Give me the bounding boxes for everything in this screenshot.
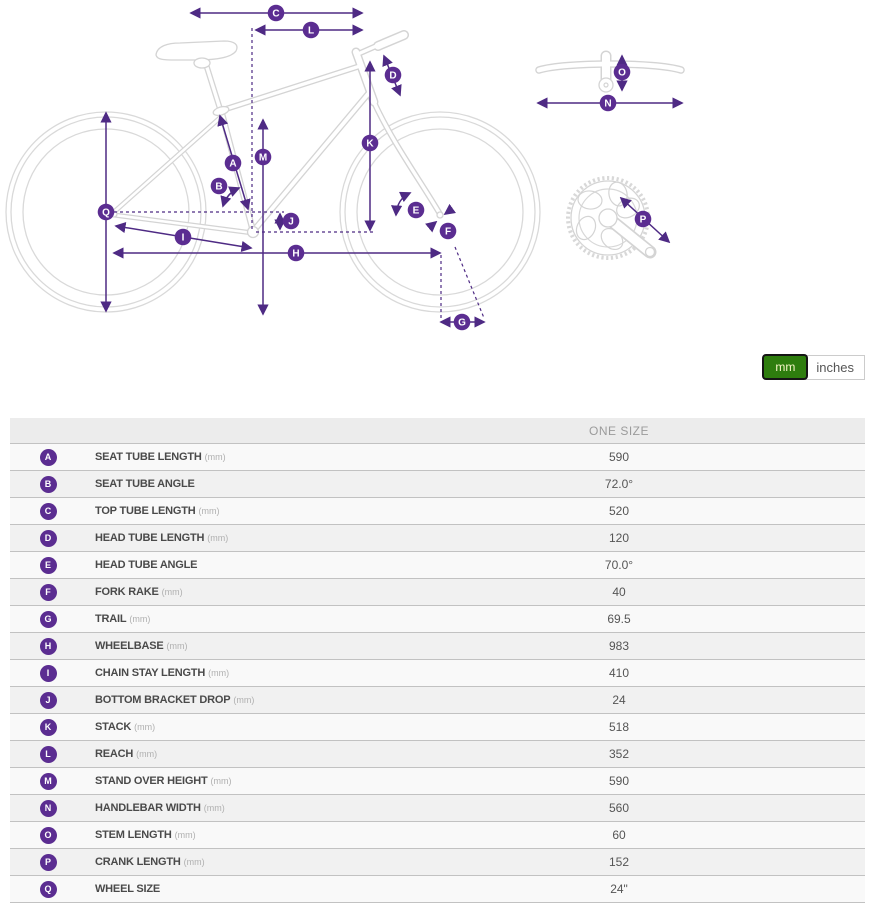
bike-geometry-diagram xyxy=(0,0,875,345)
diagram-badge-g xyxy=(454,314,471,331)
svg-text:J: J xyxy=(288,216,294,228)
row-letter-badge: J xyxy=(40,692,57,709)
diagram-badge-a xyxy=(225,155,242,172)
row-letter-badge: O xyxy=(40,827,57,844)
row-letter-badge: F xyxy=(40,584,57,601)
bike-frame-fill xyxy=(114,35,440,233)
row-label: CRANK LENGTH (mm) xyxy=(95,856,205,868)
row-letter-badge: C xyxy=(40,503,57,520)
row-label: STEM LENGTH (mm) xyxy=(95,829,196,841)
table-row xyxy=(10,794,865,821)
row-value: 560 xyxy=(608,801,630,815)
row-letter-badge: B xyxy=(40,476,57,493)
svg-text:C: C xyxy=(272,8,280,20)
geometry-table xyxy=(10,418,865,903)
row-letter-badge: E xyxy=(40,557,57,574)
row-letter-badge: H xyxy=(40,638,57,655)
svg-text:I: I xyxy=(181,232,185,244)
diagram-badge-i xyxy=(175,229,192,246)
row-label: BOTTOM BRACKET DROP (mm) xyxy=(95,694,255,706)
diagram-badge-o xyxy=(614,64,631,81)
row-label: TOP TUBE LENGTH (mm) xyxy=(95,505,220,517)
table-row xyxy=(10,659,865,686)
diagram-badge-q xyxy=(98,204,115,221)
diagram-badge-m xyxy=(255,149,272,166)
row-value: 152 xyxy=(608,855,630,869)
row-letter-badge: M xyxy=(40,773,57,790)
table-row xyxy=(10,578,865,605)
row-letter-badge: A xyxy=(40,449,57,466)
table-row xyxy=(10,470,865,497)
row-value: 410 xyxy=(608,666,630,680)
row-letter-badge: G xyxy=(40,611,57,628)
row-label: FORK RAKE (mm) xyxy=(95,586,183,598)
row-value: 520 xyxy=(608,504,630,518)
row-value: 590 xyxy=(608,450,630,464)
svg-text:Q: Q xyxy=(102,207,110,219)
row-letter-badge: P xyxy=(40,854,57,871)
svg-text:D: D xyxy=(389,70,397,82)
size-column-header: ONE SIZE xyxy=(588,423,649,438)
table-header-row xyxy=(10,418,865,443)
row-value: 60 xyxy=(612,828,626,842)
row-letter-badge: L xyxy=(40,746,57,763)
row-letter-badge: Q xyxy=(40,881,57,898)
row-label: HEAD TUBE LENGTH (mm) xyxy=(95,532,229,544)
unit-toggle xyxy=(762,354,865,380)
svg-text:A: A xyxy=(229,158,237,170)
table-row xyxy=(10,767,865,794)
table-row xyxy=(10,713,865,740)
unit-toggle-mm-button[interactable]: mm xyxy=(762,354,808,380)
row-label: SEAT TUBE LENGTH (mm) xyxy=(95,451,226,463)
svg-text:M: M xyxy=(258,152,268,164)
row-value: 69.5 xyxy=(607,612,631,626)
svg-text:F: F xyxy=(444,226,452,238)
diagram-badge-f xyxy=(440,223,457,240)
table-row xyxy=(10,524,865,551)
diagram-badge-e xyxy=(408,202,425,219)
svg-text:E: E xyxy=(412,205,420,217)
row-value: 120 xyxy=(608,531,630,545)
svg-text:B: B xyxy=(215,181,223,193)
table-row xyxy=(10,551,865,578)
row-label: WHEELBASE (mm) xyxy=(95,640,188,652)
row-value: 352 xyxy=(608,747,630,761)
row-label: SEAT TUBE ANGLE xyxy=(95,478,195,490)
table-row xyxy=(10,821,865,848)
svg-text:N: N xyxy=(604,98,612,110)
diagram-badge-n xyxy=(600,95,617,112)
row-value: 70.0° xyxy=(604,558,634,572)
row-value: 590 xyxy=(608,774,630,788)
row-label: CHAIN STAY LENGTH (mm) xyxy=(95,667,230,679)
row-value: 983 xyxy=(608,639,630,653)
table-row xyxy=(10,740,865,767)
table-row xyxy=(10,497,865,524)
table-row xyxy=(10,848,865,875)
table-row xyxy=(10,443,865,470)
row-label: TRAIL (mm) xyxy=(95,613,151,625)
table-row xyxy=(10,605,865,632)
handlebar-top-view xyxy=(539,56,681,92)
row-value: 518 xyxy=(608,720,630,734)
diagram-badge-l xyxy=(303,22,320,39)
svg-text:H: H xyxy=(292,248,300,260)
row-value: 72.0° xyxy=(604,477,634,491)
diagram-badge-d xyxy=(385,67,402,84)
diagram-badge-k xyxy=(362,135,379,152)
row-label: HEAD TUBE ANGLE xyxy=(95,559,198,571)
row-letter-badge: K xyxy=(40,719,57,736)
row-label: REACH (mm) xyxy=(95,748,158,760)
unit-toggle-inches-button[interactable]: inches xyxy=(805,355,865,380)
row-label: STAND OVER HEIGHT (mm) xyxy=(95,775,232,787)
table-row xyxy=(10,632,865,659)
row-label: WHEEL SIZE xyxy=(95,883,161,895)
diagram-badge-h xyxy=(288,245,305,262)
row-letter-badge: N xyxy=(40,800,57,817)
row-label: HANDLEBAR WIDTH (mm) xyxy=(95,802,225,814)
svg-text:L: L xyxy=(307,25,315,37)
row-label: STACK (mm) xyxy=(95,721,156,733)
svg-text:O: O xyxy=(618,67,626,79)
diagram-badge-j xyxy=(283,213,300,230)
diagram-badge-b xyxy=(211,178,228,195)
svg-text:G: G xyxy=(458,317,466,329)
svg-text:K: K xyxy=(366,138,374,150)
table-row xyxy=(10,686,865,713)
row-letter-badge: I xyxy=(40,665,57,682)
row-value: 24 xyxy=(612,693,626,707)
svg-text:P: P xyxy=(639,214,647,226)
diagram-badge-p xyxy=(635,211,652,228)
row-value: 24" xyxy=(610,882,628,896)
table-row xyxy=(10,875,865,902)
row-letter-badge: D xyxy=(40,530,57,547)
diagram-badge-c xyxy=(268,5,285,22)
row-value: 40 xyxy=(612,585,626,599)
